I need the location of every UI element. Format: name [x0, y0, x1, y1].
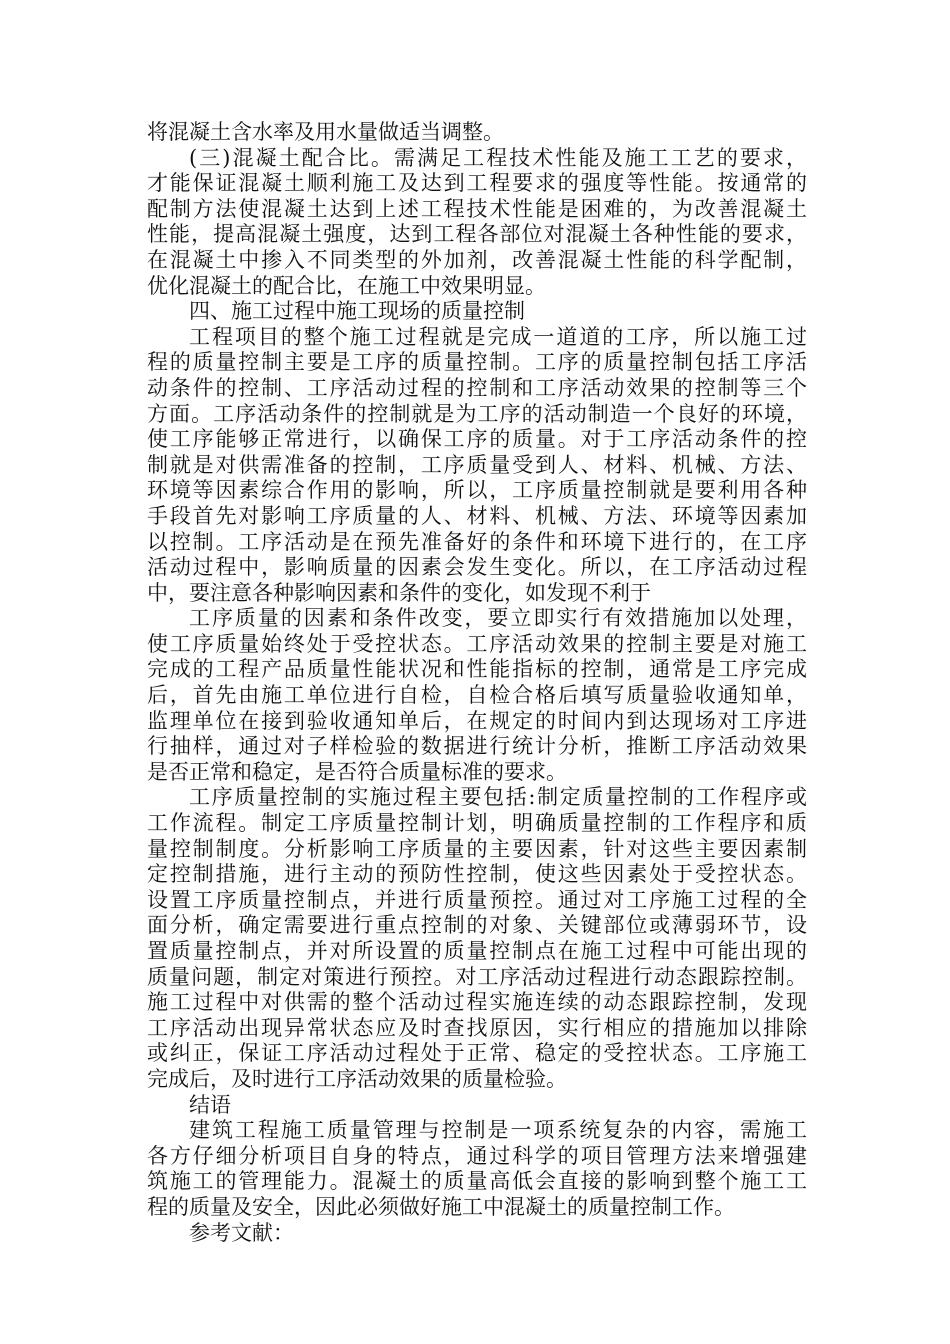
- text-line: 使工序质量始终处于受控状态。工序活动效果的控制主要是对施工: [147, 631, 807, 656]
- text-line: 定控制措施，进行主动的预防性控制，使这些因素处于受控状态。: [147, 862, 807, 887]
- text-line: 置质量控制点，并对所设置的质量控制点在施工过程中可能出现的: [147, 939, 807, 963]
- text-line: 使工序能够正常进行，以确保工序的质量。对于工序活动条件的控: [147, 427, 807, 452]
- text-line: 将混凝土含水率及用水量做适当调整。: [147, 120, 504, 144]
- text-line: 行抽样，通过对子样检验的数据进行统计分析，推断工序活动效果: [147, 734, 807, 759]
- text-line: 完成后，及时进行工序活动效果的质量检验。: [147, 1066, 567, 1091]
- text-line: 环境等因素综合作用的影响，所以，工序质量控制就是要利用各种: [147, 478, 807, 503]
- text-line: 在混凝土中掺入不同类型的外加剂，改善混凝土性能的科学配制，: [147, 247, 807, 272]
- text-line: 配制方法使混凝土达到上述工程技术性能是困难的，为改善混凝土: [147, 196, 807, 221]
- text-line: 施工过程中对供需的整个活动过程实施连续的动态跟踪控制，发现: [147, 990, 807, 1015]
- text-line: 是否正常和稳定，是否符合质量标准的要求。: [147, 759, 567, 784]
- text-line: 工序活动出现异常状态应及时查找原因，实行相应的措施加以排除: [147, 1015, 807, 1040]
- text-line: 结语: [189, 1092, 231, 1117]
- text-line: 程的质量控制主要是工序的质量控制。工序的质量控制包括工序活: [147, 350, 807, 375]
- text-line: 性能，提高混凝土强度，达到工程各部位对混凝土各种性能的要求，: [147, 222, 807, 247]
- document-body: [147, 120, 807, 1246]
- text-line: 制就是对供需准备的控制，工序质量受到人、材料、机械、方法、: [147, 452, 807, 477]
- text-line: 监理单位在接到验收通知单后，在规定的时间内到达现场对工序进: [147, 708, 807, 733]
- text-line: 工程项目的整个施工过程就是完成一道道的工序，所以施工过: [189, 324, 807, 349]
- text-line: 程的质量及安全，因此必须做好施工中混凝土的质量控制工作。: [147, 1194, 735, 1219]
- text-line: 工作流程。制定工序质量控制计划，明确质量控制的工作程序和质: [147, 811, 807, 836]
- text-line: 筑施工的管理能力。混凝土的质量高低会直接的影响到整个施工工: [147, 1169, 807, 1194]
- text-line: 各方仔细分析项目自身的特点，通过科学的项目管理方法来增强建: [147, 1143, 807, 1168]
- text-line: 才能保证混凝土顺利施工及达到工程要求的强度等性能。按通常的: [147, 171, 807, 196]
- text-line: 建筑工程施工质量管理与控制是一项系统复杂的内容，需施工: [189, 1118, 807, 1143]
- text-line: 参考文献：: [189, 1220, 294, 1245]
- text-line: 动条件的控制、工序活动过程的控制和工序活动效果的控制等三个: [147, 375, 807, 400]
- text-line: 质量问题，制定对策进行预控。对工序活动过程进行动态跟踪控制。: [147, 964, 807, 989]
- text-line: 手段首先对影响工序质量的人、材料、机械、方法、环境等因素加: [147, 503, 807, 528]
- text-line: 工序质量的因素和条件改变，要立即实行有效措施加以处理，: [189, 606, 807, 631]
- text-line: 或纠正，保证工序活动过程处于正常、稳定的受控状态。工序施工: [147, 1041, 807, 1066]
- text-line: 中，要注意各种影响因素和条件的变化，如发现不利于: [147, 580, 651, 605]
- text-line: 面分析，确定需要进行重点控制的对象、关键部位或薄弱环节，设: [147, 913, 807, 938]
- text-line: 优化混凝土的配合比，在施工中效果明显。: [147, 273, 546, 298]
- text-line: 以控制。工序活动是在预先准备好的条件和环境下进行的，在工序: [147, 529, 807, 554]
- text-line: 工序质量控制的实施过程主要包括:制定质量控制的工作程序或: [189, 785, 807, 810]
- text-line: 后，首先由施工单位进行自检，自检合格后填写质量验收通知单，: [147, 683, 807, 708]
- text-line: 方面。工序活动条件的控制就是为工序的活动制造一个良好的环境，: [147, 401, 807, 426]
- text-line: 设置工序质量控制点，并进行质量预控。通过对工序施工过程的全: [147, 887, 807, 912]
- text-line: 完成的工程产品质量性能状况和性能指标的控制，通常是工序完成: [147, 657, 807, 682]
- text-line: 四、施工过程中施工现场的质量控制: [189, 299, 525, 324]
- text-line: 量控制制度。分析影响工序质量的主要因素，针对这些主要因素制: [147, 836, 807, 861]
- text-line: (三)混凝土配合比。需满足工程技术性能及施工工艺的要求，: [189, 145, 807, 170]
- text-line: 活动过程中，影响质量的因素会发生变化。所以，在工序活动过程: [147, 555, 807, 580]
